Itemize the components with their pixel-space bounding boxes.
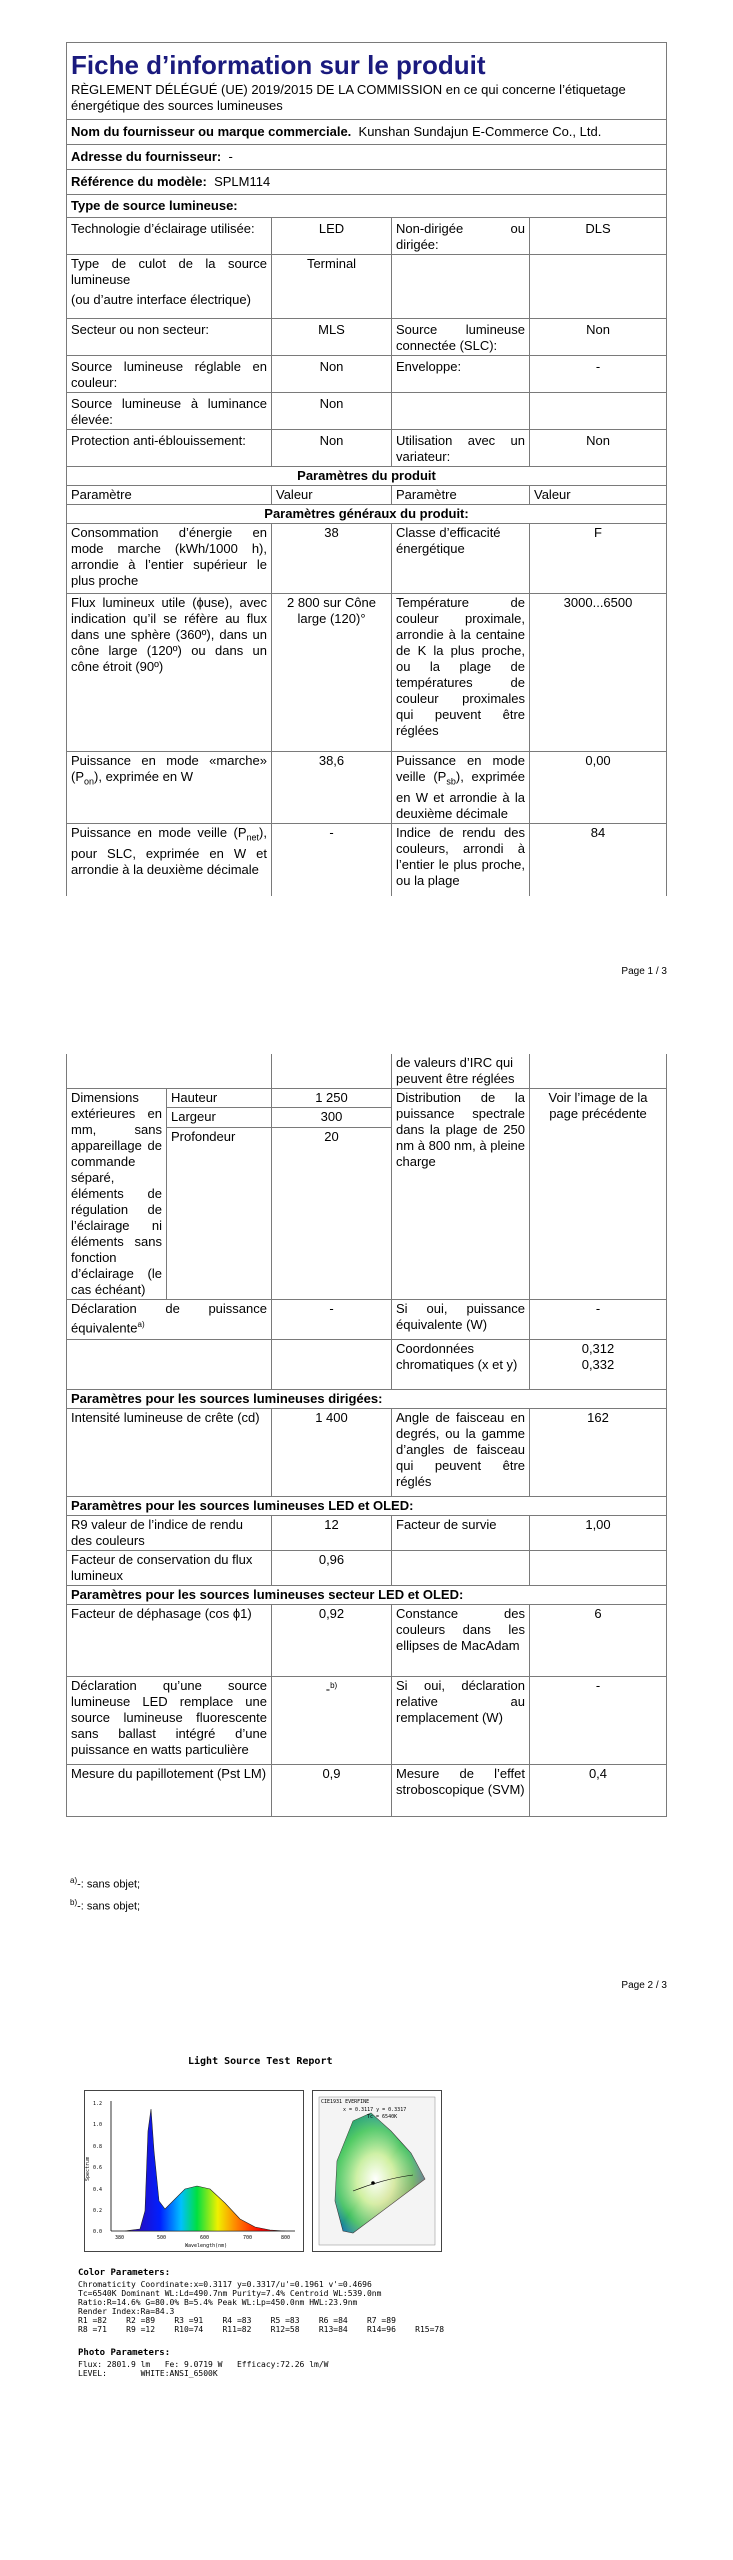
y-tick-2: 1.0 bbox=[93, 2122, 103, 2128]
strobe-value: 0,4 bbox=[530, 1765, 667, 1817]
color-line-6: R8 =71 R9 =12 R10=74 R11=82 R12=58 R13=84 R14=96 R15=78 bbox=[78, 2325, 445, 2334]
spectrum-svg bbox=[85, 2091, 303, 2251]
col-value-2: Valeur bbox=[530, 486, 667, 505]
pnet-label: Puissance en mode veille $(P_{net})$, pour SLC, exprimée en W et arrondie à la deuxième décimale bbox=[67, 824, 272, 896]
color-params-heading: Color Parameters: bbox=[78, 2268, 171, 2278]
cct-label: Température de couleur proximale, arrondie à la centaine de K la plus proche, ou la plage de températures de couleur proximales qui peuvent être réglées bbox=[392, 594, 530, 752]
general-heading: Paramètres généraux du produit: bbox=[67, 505, 667, 524]
report-parameters bbox=[78, 2268, 678, 2378]
col-param-1: Paramètre bbox=[67, 486, 272, 505]
dims-label: Dimensions extérieures en mm, sans appareillage de commande séparé, éléments de régulation de l’éclairage ni éléments sans fonction d’éclairage (le cas échéant) bbox=[67, 1089, 167, 1300]
glare-label: Protection anti-éblouissement: bbox=[67, 430, 272, 467]
maint-label: Facteur de conservation du flux lumineux bbox=[67, 1551, 272, 1586]
dimmable-value: Non bbox=[530, 430, 667, 467]
x-tick-5: 800 bbox=[281, 2235, 291, 2241]
height-label: Hauteur bbox=[167, 1089, 272, 1108]
psb-label: Puissance en mode veille $(P_{sb})$, exprimée en W et arrondie à la deuxième décimale bbox=[392, 752, 530, 824]
directional-label: Non-dirigée ou dirigée: bbox=[392, 218, 530, 255]
peak-value: 1 400 bbox=[272, 1409, 392, 1497]
product-info-table-page2 bbox=[66, 1054, 667, 1817]
energy-label: Consommation d’énergie en mode marche (kWh/1000 h), arrondie à l’entier supérieur le plus proche bbox=[67, 524, 272, 594]
depth-value: 20 bbox=[272, 1127, 392, 1299]
model-value: SPLM114 bbox=[214, 174, 271, 189]
strobe-label: Mesure de l’effet stroboscopique (SVM) bbox=[392, 1765, 530, 1817]
model-label: Référence du modèle: bbox=[71, 174, 207, 189]
r9-value: 12 bbox=[272, 1516, 392, 1551]
cri-label-continued: de valeurs d’IRC qui peuvent être réglées bbox=[392, 1054, 530, 1089]
connected-value: Non bbox=[530, 319, 667, 356]
spd-value: Voir l’image de la page précédente bbox=[530, 1089, 667, 1300]
color-line-2: Tc=6540K Dominant WL:Ld=490.7nm Purity=7.4% Centroid WL:539.0nm bbox=[78, 2289, 382, 2298]
width-value: 300 bbox=[272, 1108, 392, 1127]
product-info-table-page1 bbox=[66, 42, 667, 896]
photo-params-heading: Photo Parameters: bbox=[78, 2348, 171, 2358]
spd-label: Distribution de la puissance spectrale dans la plage de 250 nm à 800 nm, à pleine charge bbox=[392, 1089, 530, 1300]
x-tick-4: 700 bbox=[243, 2235, 253, 2241]
led-heading: Paramètres pour les sources lumineuses LED et OLED: bbox=[67, 1497, 667, 1516]
directional-value: DLS bbox=[530, 218, 667, 255]
y-tick-1: 1.2 bbox=[93, 2101, 103, 2107]
photo-line-1: Flux: 2801.9 lm Fe: 9.0719 W Efficacy:72.26 lm/W bbox=[78, 2360, 329, 2369]
cri-value: 84 bbox=[530, 824, 667, 896]
peak-label: Intensité lumineuse de crête (cd) bbox=[67, 1409, 272, 1497]
x-axis-label: Wavelength(nm) bbox=[185, 2243, 228, 2249]
footnote-a: $^{a)}$-: sans objet; bbox=[70, 1876, 141, 1891]
width-label: Largeur bbox=[167, 1108, 272, 1127]
supplier-label: Nom du fournisseur ou marque commerciale. bbox=[71, 124, 352, 139]
cie-header: CIE1931 EVERFINE bbox=[321, 2099, 370, 2105]
page-number-2: Page 2 / 3 bbox=[621, 1980, 667, 1991]
high-luminance-label: Source lumineuse à luminance élevée: bbox=[67, 393, 272, 430]
directional-heading: Paramètres pour les sources lumineuses dirigées: bbox=[67, 1390, 667, 1409]
report-title: Light Source Test Report bbox=[188, 2056, 333, 2067]
depth-label: Profondeur bbox=[167, 1127, 272, 1299]
survival-value: 1,00 bbox=[530, 1516, 667, 1551]
mains-value: MLS bbox=[272, 319, 392, 356]
photo-line-2: LEVEL: WHITE:ANSI_6500K bbox=[78, 2369, 218, 2378]
flicker-value: 0,9 bbox=[272, 1765, 392, 1817]
high-luminance-value: Non bbox=[272, 393, 392, 430]
survival-label: Facteur de survie bbox=[392, 1516, 530, 1551]
mains-led-heading: Paramètres pour les sources lumineuses secteur LED et OLED: bbox=[67, 1586, 667, 1605]
col-param-2: Paramètre bbox=[392, 486, 530, 505]
phase-label: Facteur de déphasage (cos ϕ1) bbox=[67, 1605, 272, 1677]
page-number-1: Page 1 / 3 bbox=[621, 966, 667, 977]
y-tick-7: 0.0 bbox=[93, 2229, 103, 2235]
equiv-w-label: Si oui, puissance équivalente (W) bbox=[392, 1300, 530, 1340]
cap-value: Terminal bbox=[272, 255, 392, 319]
mains-label: Secteur ou non secteur: bbox=[67, 319, 272, 356]
x-tick-3: 600 bbox=[200, 2235, 210, 2241]
cie-xy: x = 0.3117 y = 0.3317 bbox=[343, 2107, 407, 2113]
address-value: - bbox=[228, 149, 233, 164]
pon-label: Puissance en mode «marche» $(P_{on})$, exprimée en W bbox=[67, 752, 272, 824]
x-tick-1: 380 bbox=[115, 2235, 125, 2241]
cct-value: 3000...6500 bbox=[530, 594, 667, 752]
beam-label: Angle de faisceau en degrés, ou la gamme d’angles de faisceau qui peuvent être réglés bbox=[392, 1409, 530, 1497]
cap-label: Type de culot de la source lumineuse bbox=[71, 256, 267, 287]
class-label: Classe d’efficacité énergétique bbox=[392, 524, 530, 594]
flicker-label: Mesure du papillotement (Pst LM) bbox=[67, 1765, 272, 1817]
envelope-value: - bbox=[530, 356, 667, 393]
maint-value: 0,96 bbox=[272, 1551, 392, 1586]
supplier-value: Kunshan Sundajun E-Commerce Co., Ltd. bbox=[358, 124, 602, 139]
phase-value: 0,92 bbox=[272, 1605, 392, 1677]
y-tick-4: 0.6 bbox=[93, 2165, 103, 2171]
color-line-5: R1 =82 R2 =89 R3 =91 R4 =83 R5 =83 R6 =84 R7 =89 bbox=[78, 2316, 396, 2325]
replace-label: Déclaration qu’une source lumineuse LED remplace une source lumineuse fluorescente sans ballast intégré d’une puissance en watts particulière bbox=[67, 1677, 272, 1765]
regulation-text: RÈGLEMENT DÉLÉGUÉ (UE) 2019/2015 DE LA COMMISSION en ce qui concerne l’étiquetage énergétique des sources lumineuses bbox=[71, 82, 626, 113]
y-axis-label: Spectrum bbox=[85, 2156, 91, 2181]
color-line-1: Chromaticity Coordinate:x=0.3117 y=0.3317/u'=0.1961 v'=0.4696 bbox=[78, 2280, 372, 2289]
flux-label: Flux lumineux utile (ɸuse), avec indication qu’il se réfère au flux dans une sphère (360º), dans un cône large (120º) ou dans un cône étroit (90º) bbox=[67, 594, 272, 752]
r9-label: R9 valeur de l’indice de rendu des couleurs bbox=[67, 1516, 272, 1551]
equiv-value: - bbox=[272, 1300, 392, 1340]
connected-label: Source lumineuse connectée (SLC): bbox=[392, 319, 530, 356]
macadam-label: Constance des couleurs dans les ellipses de MacAdam bbox=[392, 1605, 530, 1677]
cap-label-2: (ou d’autre interface électrique) bbox=[71, 292, 251, 307]
page-title: Fiche d’information sur le produit bbox=[71, 50, 486, 80]
y-tick-5: 0.4 bbox=[93, 2187, 103, 2193]
replace-value: -$^{b)}$ bbox=[272, 1677, 392, 1765]
cri-label: Indice de rendu des couleurs, arrondi à l’entier le plus proche, ou la plage bbox=[392, 824, 530, 896]
pon-value: 38,6 bbox=[272, 752, 392, 824]
spectrum-chart bbox=[84, 2090, 304, 2252]
chroma-value: 0,312 0,332 bbox=[530, 1340, 667, 1390]
color-line-3: Ratio:R=14.6% G=80.0% B=5.4% Peak WL:Lp=450.0nm HWL:23.9nm bbox=[78, 2298, 358, 2307]
replace-w-label: Si oui, déclaration relative au remplacement (W) bbox=[392, 1677, 530, 1765]
class-value: F bbox=[530, 524, 667, 594]
y-tick-6: 0.2 bbox=[93, 2208, 103, 2214]
chroma-label: Coordonnées chromatiques (x et y) bbox=[392, 1340, 530, 1390]
colour-label: Source lumineuse réglable en couleur: bbox=[67, 356, 272, 393]
type-heading: Type de source lumineuse: bbox=[67, 195, 667, 218]
tech-label: Technologie d’éclairage utilisée: bbox=[67, 218, 272, 255]
colour-value: Non bbox=[272, 356, 392, 393]
cie-svg bbox=[313, 2091, 441, 2251]
height-value: 1 250 bbox=[272, 1089, 392, 1108]
cie-chart bbox=[312, 2090, 442, 2252]
pnet-value: - bbox=[272, 824, 392, 896]
psb-value: 0,00 bbox=[530, 752, 667, 824]
beam-value: 162 bbox=[530, 1409, 667, 1497]
glare-value: Non bbox=[272, 430, 392, 467]
address-label: Adresse du fournisseur: bbox=[71, 149, 222, 164]
envelope-label: Enveloppe: bbox=[392, 356, 530, 393]
footnote-b: $^{b)}$-: sans objet; bbox=[70, 1898, 141, 1913]
tech-value: LED bbox=[272, 218, 392, 255]
replace-w-value: - bbox=[530, 1677, 667, 1765]
y-tick-3: 0.8 bbox=[93, 2144, 103, 2150]
macadam-value: 6 bbox=[530, 1605, 667, 1677]
params-heading: Paramètres du produit bbox=[67, 467, 667, 486]
equiv-label: Déclaration de puissance équivalente$^{a)}$ bbox=[67, 1300, 272, 1340]
dimmable-label: Utilisation avec un variateur: bbox=[392, 430, 530, 467]
energy-value: 38 bbox=[272, 524, 392, 594]
col-value-1: Valeur bbox=[272, 486, 392, 505]
color-line-4: Render Index:Ra=84.3 bbox=[78, 2307, 175, 2316]
cie-tc: Tc = 6540K bbox=[367, 2114, 398, 2120]
x-tick-2: 500 bbox=[157, 2235, 167, 2241]
flux-value: 2 800 sur Cône large (120)° bbox=[272, 594, 392, 752]
equiv-w-value: - bbox=[530, 1300, 667, 1340]
